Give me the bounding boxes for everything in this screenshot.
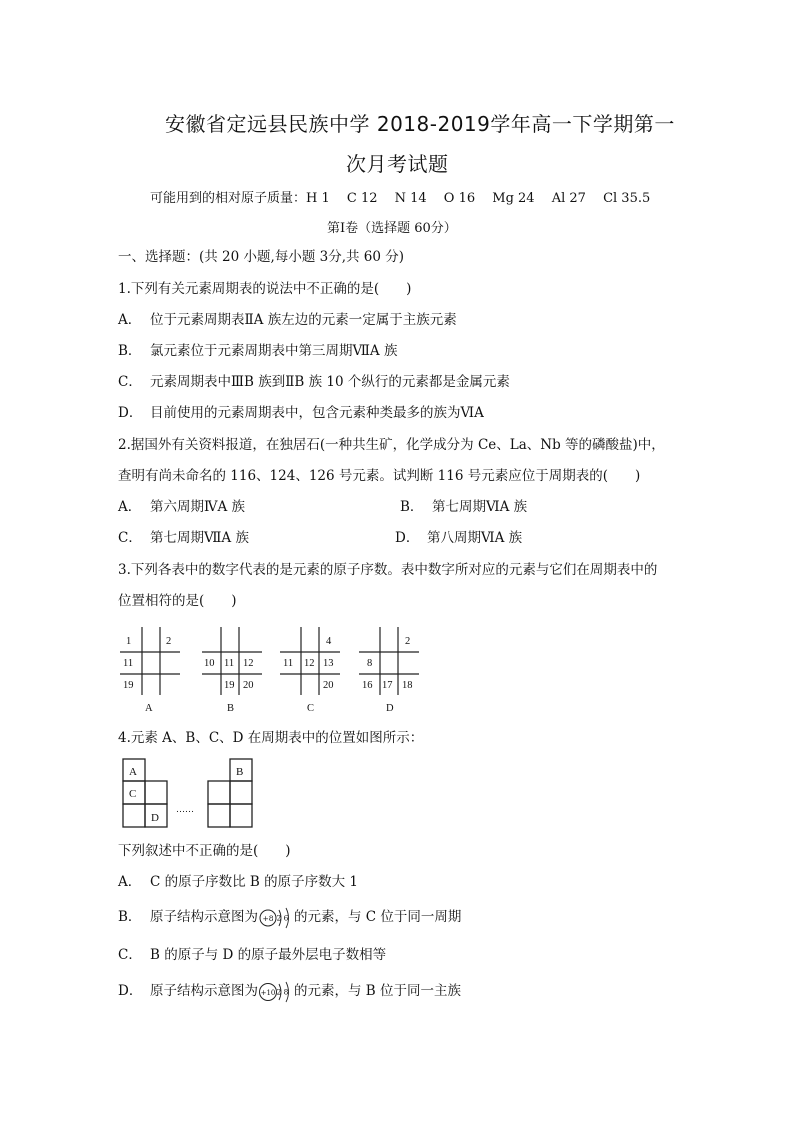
option-text: 第七周期ⅥA 族 [432,499,528,515]
q4-option-d [118,976,461,1006]
option-text: 第六周期ⅣA 族 [150,499,246,515]
grid-label: D [386,703,394,714]
q2-option-a [118,498,245,516]
grid-cell: 12 [243,658,254,669]
option-text: 位于元素周期表ⅡA 族左边的元素一定属于主族元素 [150,312,457,328]
q2-option-c [118,529,249,547]
option-text: 原子结构示意图为 [150,983,258,999]
q1-option-b [118,342,397,360]
grid-cell: 19 [123,680,134,691]
q4-option-b [118,902,461,932]
q3-grids-svg [118,625,438,715]
grid-cell: 10 [204,658,215,669]
option-label: C． [118,530,142,546]
option-label: A． [118,874,142,890]
option-label: A． [118,312,142,328]
grid-cell: 20 [243,680,254,691]
atom-structure-diagram [258,980,294,1004]
option-label: B． [400,499,424,515]
nucleus-charge: +10 [260,988,276,997]
q3-grid-figure [118,625,438,719]
cell-a: A [129,766,137,778]
option-label: D． [395,530,420,546]
q4-position-figure [122,758,262,834]
option-text: C 的原子序数比 B 的原子序数大 1 [150,874,359,890]
option-label: A． [118,499,142,515]
grid-cell: 13 [323,658,334,669]
section-heading: 一、选择题：(共 20 小题,每小题 3分,共 60 分) [118,249,405,265]
option-text: 第七周期ⅦA 族 [150,530,249,546]
grid-cell: 11 [123,658,134,669]
grid-cell: 11 [283,658,294,669]
grid-cell: 1 [126,636,132,647]
q2-stem-line2: 查明有尚未命名的 116、124、126 号元素。试判断 116 号元素应位于周期表的( ) [118,468,641,484]
q2-option-d [395,529,522,547]
q1-option-a [118,311,457,329]
cell-d: D [151,812,159,824]
grid-cell: 2 [405,636,411,647]
atom-structure-diagram [258,906,294,930]
cell-c: C [129,788,137,800]
electron-shells: 2 6 [276,913,289,922]
grid-label: C [307,703,315,714]
q2-option-b [400,498,527,516]
cell-b: B [236,766,244,778]
grid-cell: 18 [402,680,413,691]
grid-cell: 19 [224,680,235,691]
exam-title-line2: 次月考试题 [346,152,449,176]
nucleus-charge: +8 [262,913,274,923]
option-text: 原子结构示意图为 [150,909,258,925]
option-label: C． [118,374,142,390]
option-label: D． [118,405,143,421]
q1-option-c [118,373,510,391]
q4-option-c [118,946,386,964]
option-text: 第八周期ⅥA 族 [427,530,523,546]
option-text: 的元素，与 B 位于同一主族 [294,983,462,999]
option-text: 的元素，与 C 位于同一周期 [294,909,462,925]
grid-cell: 17 [382,680,393,691]
q1-stem: 1.下列有关元素周期表的说法中不正确的是( ) [118,281,412,297]
ellipsis: …… [176,804,194,814]
option-label: C． [118,947,142,963]
grid-cell: 8 [367,658,373,669]
grid-label: A [145,703,153,714]
q3-stem-line2: 位置相符的是( ) [118,593,237,609]
option-label: B． [118,343,142,359]
q3-stem-line1: 3.下列各表中的数字代表的是元素的原子序数。表中数字所对应的元素与它们在周期表中的 [118,562,658,578]
electron-shells: 2 8 [276,987,289,996]
grid-cell: 16 [362,680,373,691]
grid-cell: 11 [224,658,235,669]
grid-cell: 20 [323,680,334,691]
option-label: B． [118,909,142,925]
q4-option-a [118,873,358,891]
volume-heading: 第Ⅰ卷（选择题 60分） [327,221,457,236]
option-label: D． [118,983,143,999]
q2-stem-line1: 2.据国外有关资料报道，在独居石(一种共生矿，化学成分为 Ce、La、Nb 等的磷酸盐)中， [118,437,665,453]
grid-cell: 4 [326,636,332,647]
exam-title-line1: 安徽省定远县民族中学 2018-2019学年高一下学期第一 [165,112,675,136]
q4-stem: 4.元素 A、B、C、D 在周期表中的位置如图所示： [118,730,424,746]
option-text: 氯元素位于元素周期表中第三周期ⅦA 族 [150,343,398,359]
option-text: B 的原子与 D 的原子最外层电子数相等 [150,947,387,963]
atomic-masses: 可能用到的相对原子质量：H 1 C 12 N 14 O 16 Mg 24 Al 27 Cl 35.5 [150,191,651,206]
grid-cell: 2 [166,636,172,647]
q1-option-d [118,404,484,422]
option-text: 元素周期表中ⅢB 族到ⅡB 族 10 个纵行的元素都是金属元素 [150,374,510,390]
grid-cell: 12 [304,658,315,669]
q4-question: 下列叙述中不正确的是( ) [118,843,291,859]
grid-label: B [227,703,235,714]
q4-position-svg [122,758,262,830]
option-text: 目前使用的元素周期表中，包含元素种类最多的族为ⅥA [150,405,484,421]
